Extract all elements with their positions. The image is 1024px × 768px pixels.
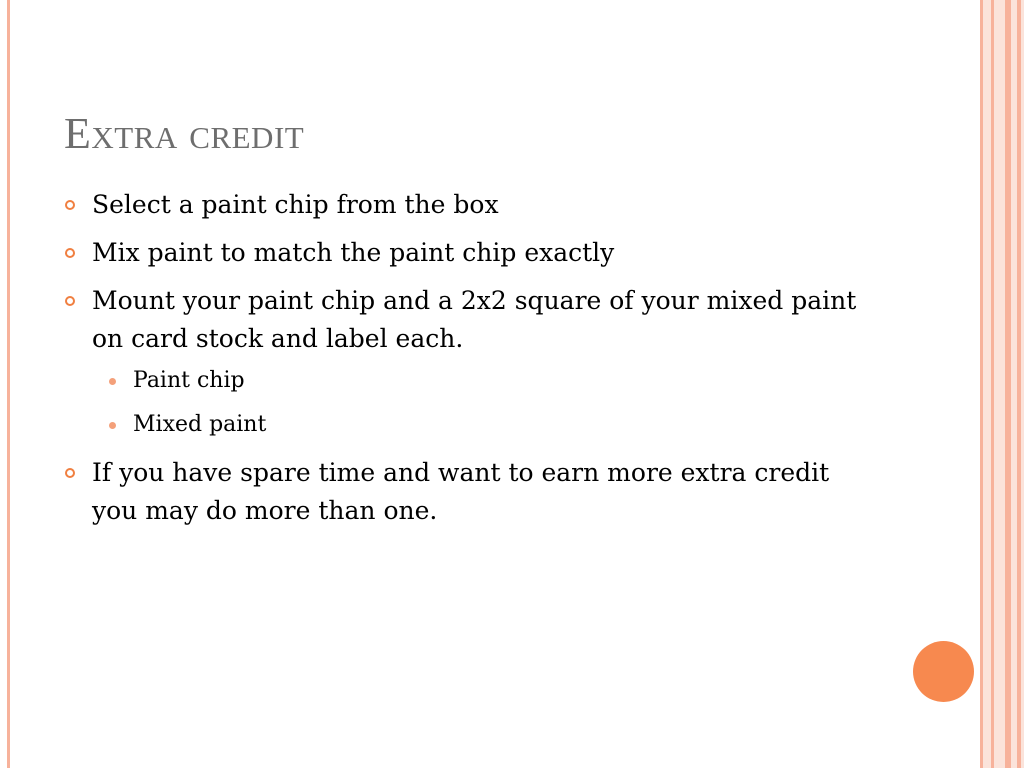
bullet-list bbox=[64, 186, 864, 530]
bullet-text: If you have spare time and want to earn more extra credit you may do more than one. bbox=[92, 458, 830, 525]
circle-bullet-icon bbox=[65, 248, 75, 258]
bullet-text: Select a paint chip from the box bbox=[92, 190, 499, 219]
bullet-text: Mount your paint chip and a 2x2 square of your mixed paint on card stock and label each. bbox=[92, 286, 857, 353]
right-border-stripe bbox=[1005, 0, 1011, 768]
decorative-orange-circle bbox=[913, 641, 974, 702]
right-border-stripe bbox=[991, 0, 994, 768]
slide-title: Extra credit bbox=[64, 109, 305, 158]
bullet-item bbox=[64, 234, 864, 272]
bullet-item bbox=[64, 186, 864, 224]
left-border-line bbox=[7, 0, 10, 768]
circle-bullet-icon bbox=[65, 296, 75, 306]
circle-bullet-icon bbox=[65, 200, 75, 210]
bullet-item bbox=[64, 454, 864, 530]
sub-bullet-item bbox=[92, 362, 864, 400]
bullet-text: Mix paint to match the paint chip exactly bbox=[92, 238, 615, 267]
dot-bullet-icon bbox=[109, 422, 116, 429]
dot-bullet-icon bbox=[109, 378, 116, 385]
slide-body bbox=[64, 186, 864, 540]
sub-bullet-list bbox=[92, 362, 864, 444]
right-border-stripe bbox=[980, 0, 983, 768]
sub-bullet-text: Paint chip bbox=[133, 368, 245, 393]
sub-bullet-item bbox=[92, 406, 864, 444]
right-border-stripe bbox=[1017, 0, 1021, 768]
bullet-item bbox=[64, 282, 864, 444]
circle-bullet-icon bbox=[65, 468, 75, 478]
sub-bullet-text: Mixed paint bbox=[133, 412, 267, 437]
